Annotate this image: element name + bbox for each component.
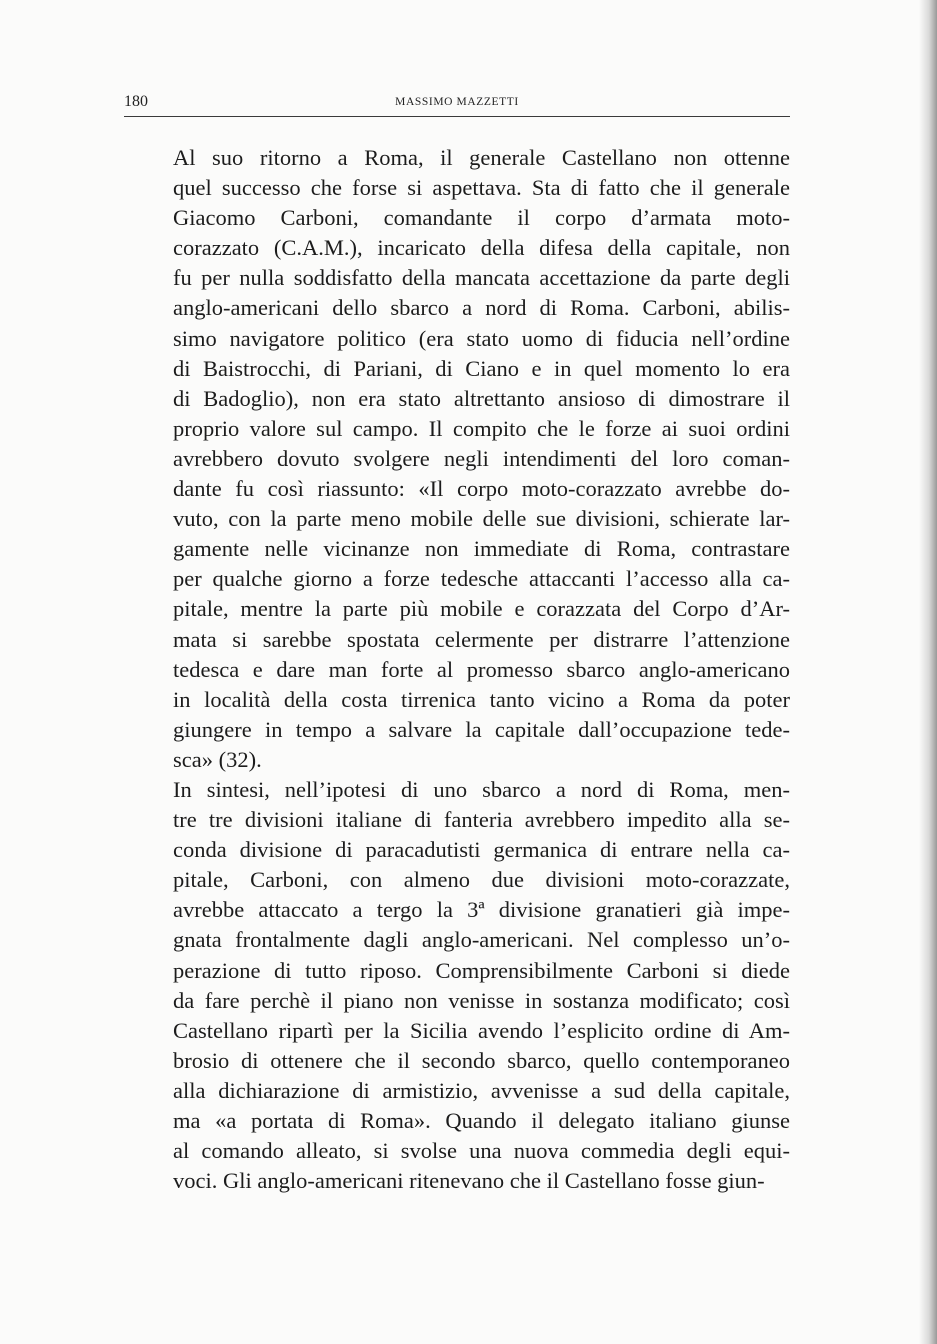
text-line: di Badoglio), non era stato altrettanto ansioso di dimostrare il [173,385,790,411]
text-line: da fare perchè il piano non venisse in sostanza modificato; così [173,987,790,1013]
text-line: tedesca e dare man forte al promesso sbarco anglo-americano [173,656,790,682]
text-line: In sintesi, nell’ipotesi di uno sbarco a nord di Roma, men- [173,776,790,802]
paragraph [124,143,790,775]
text-line: vuto, con la parte meno mobile delle sue divisioni, schierate lar- [173,506,790,532]
text-line: Al suo ritorno a Roma, il generale Castellano non ottenne [173,145,790,170]
paragraph [124,775,790,1196]
text-line: anglo-americani dello sbarco a nord di Roma. Carboni, abilis- [173,295,790,321]
text-line: sca» (32). [173,746,262,772]
text-line: avrebbe attaccato a tergo la 3ª divisione granatieri già impe- [173,897,790,923]
text-line: brosio di ottenere che il secondo sbarco, quello contemporaneo [173,1047,790,1073]
text-line: al comando alleato, si svolse una nuova commedia degli equi- [173,1138,790,1164]
text-line: quel successo che forse si aspettava. Sta di fatto che il generale [173,175,790,201]
text-line: simo navigatore politico (era stato uomo di fiducia nell’ordine [173,325,790,351]
text-line: di Baistrocchi, di Pariani, di Ciano e in quel momento lo era [173,355,790,381]
text-line: perazione di tutto riposo. Comprensibilmente Carboni si diede [173,957,790,983]
page-edge-shadow [919,0,937,1344]
text-line: mata si sarebbe spostata celermente per distrarre l’attenzione [173,626,790,652]
text-line: tre tre divisioni italiane di fanteria avrebbero impedito alla se- [173,807,790,833]
text-line: alla dichiarazione di armistizio, avvenisse a sud della capitale, [173,1077,790,1103]
text-line: voci. Gli anglo-americani ritenevano che il Castellano fosse giun- [173,1168,765,1194]
text-line: pitale, mentre la parte più mobile e corazzata del Corpo d’Ar- [173,596,790,622]
text-line: ma «a portata di Roma». Quando il delegato italiano giunse [173,1108,790,1133]
text-line: conda divisione di paracadutisti germanica di entrare nella ca- [173,837,790,863]
text-line: gamente nelle vicinanze non immediate di Roma, contrastare [173,536,790,562]
text-line: Castellano ripartì per la Sicilia avendo l’esplicito ordine di Am- [173,1017,790,1043]
text-line: dante fu così riassunto: «Il corpo moto-corazzato avrebbe do- [173,476,790,502]
text-line: gnata frontalmente dagli anglo-americani. Nel complesso un’o- [173,927,790,953]
text-line: fu per nulla soddisfatto della mancata accettazione da parte degli [173,265,790,291]
text-line: pitale, Carboni, con almeno due divisioni moto-corazzate, [173,867,790,893]
text-line: giungere in tempo a salvare la capitale dall’occupazione tede- [173,716,790,742]
text-line: in località della costa tirrenica tanto vicino a Roma da poter [173,686,790,712]
text-line: corazzato (C.A.M.), incaricato della difesa della capitale, non [173,235,790,261]
text-line: Giacomo Carboni, comandante il corpo d’armata moto- [173,205,790,231]
running-head [124,92,790,117]
text-line: avrebbero dovuto svolgere negli intendimenti del loro coman- [173,445,790,471]
body-text [124,143,790,1196]
page-number: 180 [124,93,148,110]
text-line: proprio valore sul campo. Il compito che le forze ai suoi ordini [173,415,790,441]
text-line: per qualche giorno a forze tedesche attaccanti l’accesso alla ca- [173,566,790,592]
running-head-author: MASSIMO MAZZETTI [395,96,519,108]
